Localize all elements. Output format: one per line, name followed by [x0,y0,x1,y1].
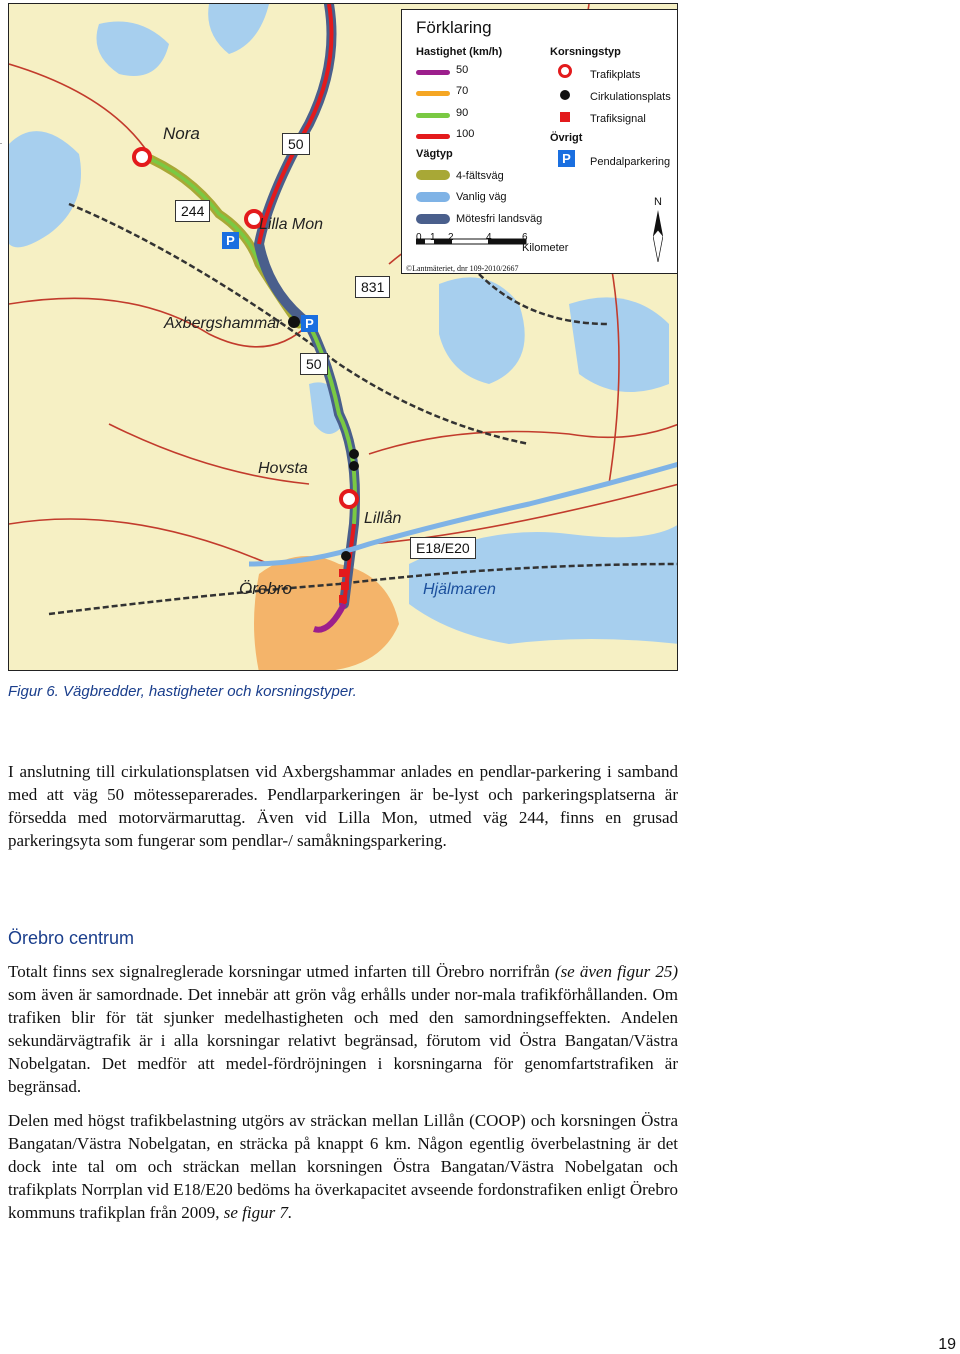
scale-unit: Kilometer [522,242,569,254]
legend-junction-interchange: Trafikplats [590,69,641,81]
road-number-50: 50 [300,353,328,375]
parking-icon: P [558,150,575,167]
paragraph-signals-text: Totalt finns sex signalreglerade korsningar utmed infarten till Örebro norrifrån [8,962,555,981]
legend-other-header: Övrigt [550,132,583,144]
legend-roadtype-4lane: 4-fältsväg [456,170,504,182]
road-50 [259,4,355,604]
paragraph-load-text: Delen med högst trafikbelastning utgörs av sträckan mellan Lillån (COOP) och korsningen Östra Bangatan/Västra Nobelgatan, en sträcka på knappt 6 km. Någon egentlig överbelastning är det dock inte tal om och sträckan mellan korsningen Östra Bangatan/Västra Nobelgatan och trafikplats Norrplan vid E18/E20 bedöms ha överkapacitet avseende fordonstrafiken enligt Örebro kommuns trafikplan från 2009, [8,1111,678,1222]
traffic-signal-icon [560,112,570,122]
stray-dot: . [0,137,2,146]
figure-reference: (se även figur 25) [554,962,678,981]
legend-swatch-4lane [416,170,450,180]
lake-west [9,131,81,247]
scale-tick-2: 2 [448,232,454,243]
lake-top [208,4,269,54]
paragraph-load [8,1109,678,1224]
lake-center [439,277,525,384]
interchange-icon [134,149,150,165]
scale-tick-6: 6 [522,232,528,243]
road-244 [139,154,299,324]
legend-other-parking: Pendalparkering [590,156,671,168]
paragraph-signals [8,960,678,1098]
section-heading: Örebro centrum [8,928,135,948]
scale-tick-0: 0 [416,232,422,243]
urban-orebro [254,556,399,671]
lake-north [97,22,170,77]
legend-speed-100: 100 [456,128,475,140]
page-number: 19 [938,1336,956,1353]
map-figure [8,3,678,671]
roundabout-icon [341,551,351,561]
road-244-speed [139,154,299,324]
legend-roadtype-ordinary: Vanlig väg [456,191,507,203]
legend-speed-70: 70 [456,85,469,97]
interchange-icon [341,491,357,507]
legend-swatch-50 [416,70,450,75]
legend-junction-header: Korsningstyp [550,46,621,58]
legend-speed-header: Hastighet (km/h) [416,46,503,58]
legend-roadtype-separated: Mötesfri landsväg [456,213,543,225]
legend-swatch-70 [416,91,450,96]
place-orebro: Örebro [239,579,292,598]
roundabout-icon [349,449,359,459]
road-50-speed-north [259,4,332,244]
traffic-signal-icon [339,595,347,603]
legend-swatch-separated [416,214,450,224]
legend-swatch-ordinary [416,192,450,202]
roundabout-icon [288,316,300,328]
traffic-signal-icon [339,569,347,577]
legend-swatch-90 [416,113,450,118]
scale-tick-1: 1 [430,232,436,243]
legend-title: Förklaring [416,18,492,37]
figure-reference: se figur 7. [223,1203,293,1222]
road-number-50: 50 [282,133,310,155]
parking-icon: P [222,232,239,249]
road-number-e18: E18/E20 [410,537,476,559]
parking-icon: P [301,315,318,332]
north-label: N [654,196,662,208]
scale-tick-4: 4 [486,232,492,243]
roundabout-icon [349,461,359,471]
paragraph-parking: I anslutning till cirkulationsplatsen vid Axbergshammar anlades en pendlar-parkering i samband med att väg 50 mötesseparerades. Pendlarparkeringen är be-lyst och parkeringsplatserna är försedda med motorvärmaruttag. Även vid Lilla Mon, utmed väg 244, finns en grusad parkeringsyta som fungerar som pendlar-/ samåkningsparkering. [8,762,678,850]
roundabout-icon [560,90,570,100]
legend-speed-90: 90 [456,107,469,119]
place-axbergshammar: Axbergshammar [164,315,282,332]
place-lillan: Lillån [364,510,402,527]
place-hjalmaren: Hjälmaren [423,581,496,598]
legend-speed-50: 50 [456,64,469,76]
traffic-signal-icon [341,582,349,590]
road-number-244: 244 [175,200,210,222]
place-lilla-mon: Lilla Mon [259,216,324,233]
copyright: ©Lantmäteriet, dnr 109-2010/2667 [406,264,519,273]
legend-junction-signal: Trafiksignal [590,113,646,125]
place-hovsta: Hovsta [258,460,308,477]
legend-roadtype-header: Vägtyp [416,148,453,160]
legend-junction-roundabout: Cirkulationsplats [590,91,671,103]
road-number-831: 831 [355,276,390,298]
paragraph-signals-text-cont: som även är samordnade. Det innebär att grön våg erhålls under nor-mala trafikförhållanden. Om trafiken blir för tät sjunker medelhastigheten och med den samordningseffekten. Andelen sekundärvägtrafik är i alla korsningar relativt begränsad, förutom vid Östra Bangatan/Västra Nobelgatan. Det medför att medel-fördröjningen i korsningarna för genomfartstrafiken är begränsad. [8,985,678,1096]
legend-swatch-100 [416,134,450,139]
map-legend [401,9,678,274]
interchange-icon [558,64,572,78]
north-arrow-icon [653,210,663,262]
place-nora: Nora [163,124,200,143]
figure-caption: Figur 6. Vägbredder, hastigheter och korsningstyper. [8,683,357,700]
